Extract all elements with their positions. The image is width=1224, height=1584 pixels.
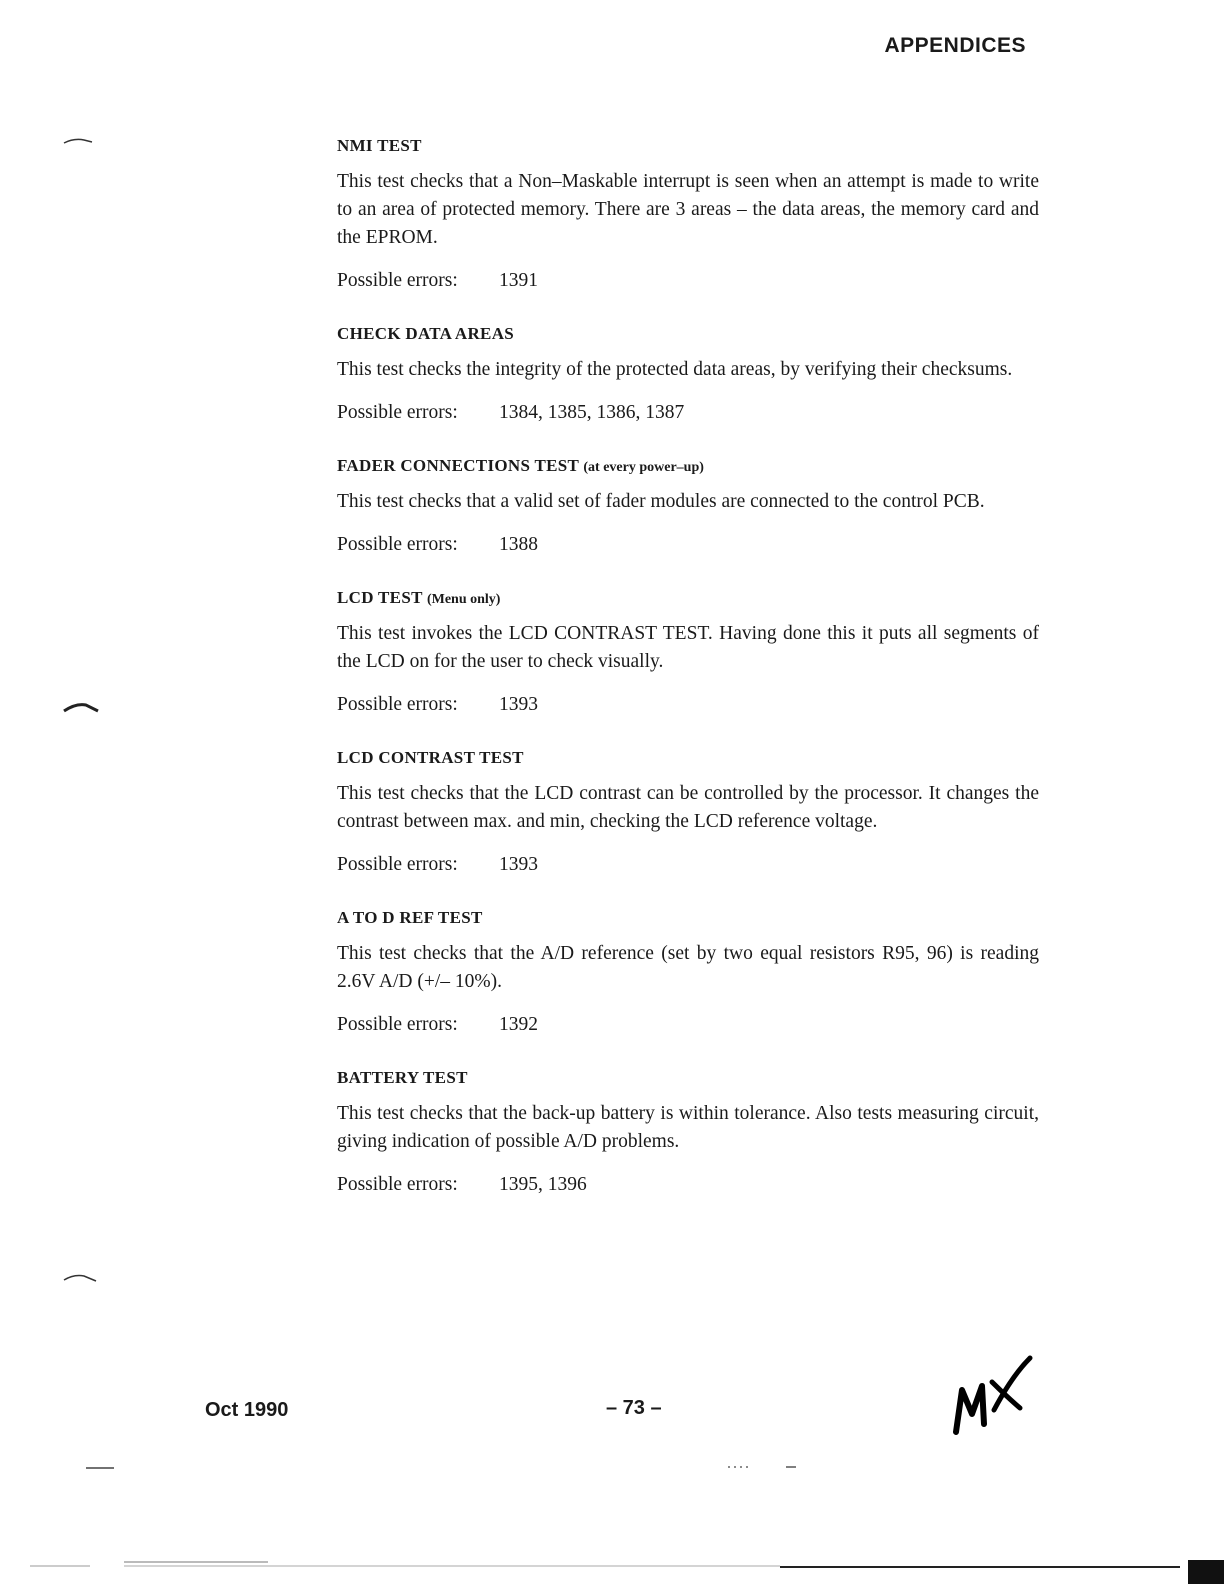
possible-errors: Possible errors: 1392 [337, 1014, 538, 1035]
possible-errors: Possible errors: 1393 [337, 854, 538, 875]
section-body: This test checks that a Non–Maskable interrupt is seen when an attempt is made to write to an area of protected memory. There are 3 areas – the data areas, the memory card and the EPROM. [337, 171, 1039, 248]
section-body: This test checks that a valid set of fader modules are connected to the control PCB. [337, 491, 985, 512]
section-title: A TO D REF TEST [337, 908, 483, 927]
scan-mark [728, 1464, 808, 1470]
possible-errors: Possible errors: 1384, 1385, 1386, 1387 [337, 402, 685, 423]
scan-mark [62, 700, 102, 714]
page-bottom-edge [0, 1560, 1224, 1584]
scan-mark [62, 1271, 100, 1283]
section-body: This test checks that the back-up battery is within tolerance. Also tests measuring circuit, giving indication of possible A/D problems. [337, 1103, 1039, 1152]
document-body [337, 136, 1039, 1228]
possible-errors: Possible errors: 1393 [337, 694, 538, 715]
section-body: This test checks the integrity of the protected data areas, by verifying their checksums. [337, 359, 1013, 380]
test-section [337, 1068, 1039, 1199]
possible-errors: Possible errors: 1388 [337, 534, 538, 555]
section-title: FADER CONNECTIONS TEST (at every power–up) [337, 456, 704, 475]
test-section [337, 748, 1039, 879]
scan-mark [62, 136, 98, 146]
possible-errors: Possible errors: 1395, 1396 [337, 1174, 587, 1195]
section-title: BATTERY TEST [337, 1068, 468, 1087]
page-number: – 73 – [606, 1397, 662, 1419]
section-title: NMI TEST [337, 136, 422, 155]
test-section [337, 324, 1039, 427]
test-section [337, 456, 1039, 559]
section-body: This test checks that the A/D reference (set by two equal resistors R95, 96) is reading 2.6V A/D (+/– 10%). [337, 943, 1039, 992]
mx-logo [948, 1352, 1038, 1442]
test-section [337, 136, 1039, 295]
section-title: CHECK DATA AREAS [337, 324, 515, 343]
test-section [337, 908, 1039, 1039]
section-body: This test checks that the LCD contrast can be controlled by the processor. It changes the contrast between max. and min, checking the LCD reference voltage. [337, 783, 1039, 832]
possible-errors: Possible errors: 1391 [337, 270, 538, 291]
section-body: This test invokes the LCD CONTRAST TEST. Having done this it puts all segments of the LCD on for the user to check visually. [337, 623, 1039, 672]
section-title: LCD TEST (Menu only) [337, 588, 501, 607]
scan-mark [86, 1466, 116, 1470]
page-header-title: APPENDICES [884, 34, 1026, 57]
footer-date: Oct 1990 [205, 1399, 289, 1421]
section-title: LCD CONTRAST TEST [337, 748, 524, 767]
test-section [337, 588, 1039, 719]
